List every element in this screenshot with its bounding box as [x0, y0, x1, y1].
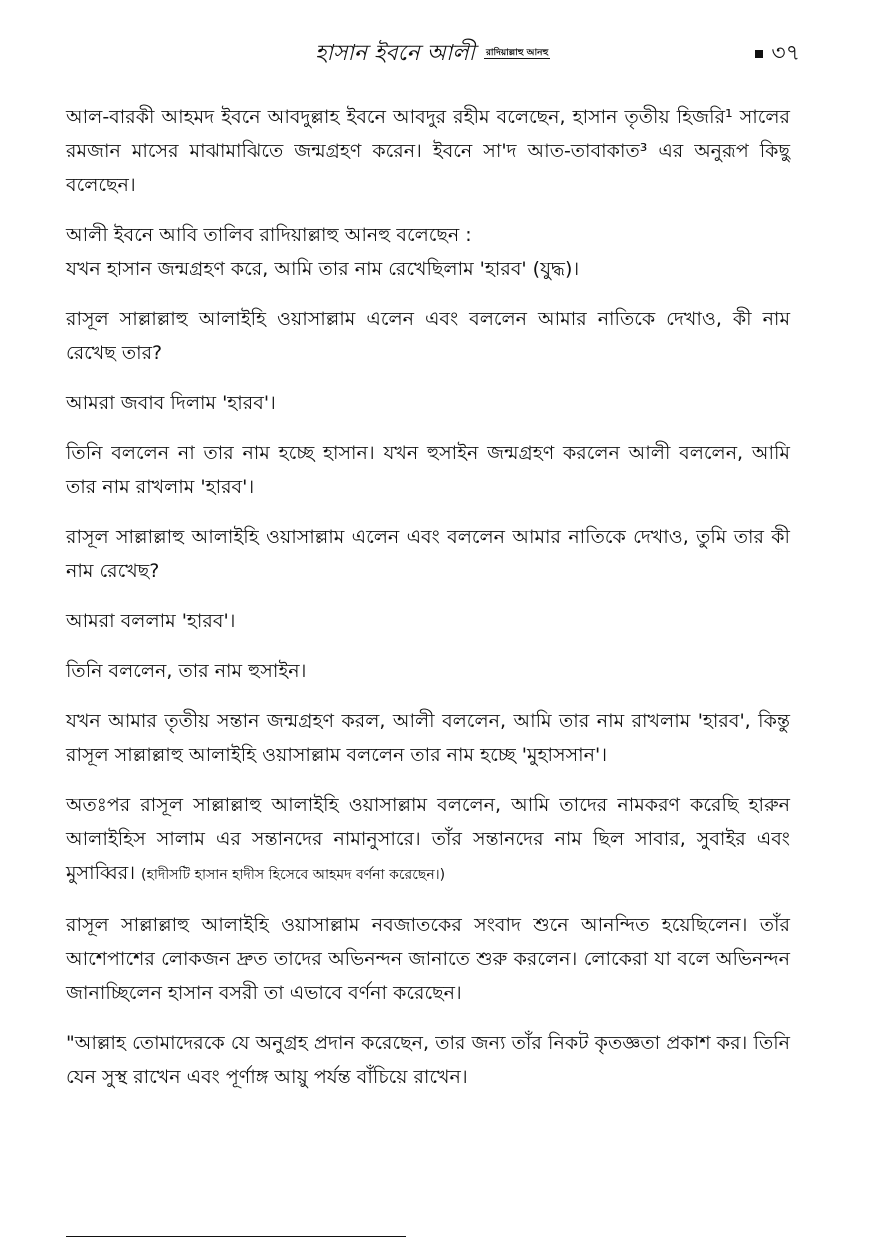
paragraph-naming-harun	[66, 788, 790, 892]
paragraph-named-husain: তিনি বললেন, তার নাম হুসাইন।	[66, 660, 307, 682]
footnote-divider	[66, 1236, 406, 1237]
running-title-text: হাসান ইবনে আলী	[315, 41, 475, 66]
page-body	[66, 100, 790, 1110]
paragraph-naming-harun-text: অতঃপর রাসূল সাল্লাল্লাহু আলাইহি ওয়াসাল্লাম বললেন, আমি তাদের নামকরণ করেছি হারুন আলাইহিস সালাম এর সন্তানদের নামানুসারে। তাঁর সন্তানদের নাম ছিল সাবার, সুবাইর এবং মুসাব্বির।	[66, 794, 790, 884]
page-header	[60, 38, 800, 78]
paragraph-quote: "আল্লাহ তোমাদেরকে যে অনুগ্রহ প্রদান করেছেন, তার জন্য তাঁর নিকট কৃতজ্ঞতা প্রকাশ কর। তিনি যেন সুস্থ রাখেন এবং পূর্ণাঙ্গ আয়ু পর্যন্ত বাঁচিয়ে রাখেন।	[66, 1032, 790, 1088]
hadith-source-note: (হাদীসটি হাসান হাদীস হিসেবে আহমদ বর্ণনা করেছেন।)	[141, 867, 446, 883]
honorific-calligraphy: রাদিয়াল্লাহু আনহু	[485, 48, 549, 58]
paragraph-named-harb: যখন হাসান জন্মগ্রহণ করে, আমি তার নাম রেখেছিলাম 'হারব' (যুদ্ধ)।	[66, 258, 580, 280]
paragraph-answer-1: আমরা জবাব দিলাম 'হারব'।	[66, 392, 276, 414]
paragraph-prophet-asked-1: রাসূল সাল্লাল্লাহু আলাইহি ওয়াসাল্লাম এলেন এবং বললেন আমার নাতিকে দেখাও, কী নাম রেখেছ তার?	[66, 308, 790, 364]
paragraph-ali-said: আলী ইবনে আবি তালিব রাদিয়াল্লাহু আনহু বলেছেন :	[66, 224, 472, 246]
paragraph-named-hasan: তিনি বললেন না তার নাম হচ্ছে হাসান। যখন হুসাইন জন্মগ্রহণ করলেন আলী বললেন, আমি তার নাম রাখলাম 'হারব'।	[66, 442, 790, 498]
paragraph-prophet-asked-2: রাসূল সাল্লাল্লাহু আলাইহি ওয়াসাল্লাম এলেন এবং বললেন আমার নাতিকে দেখাও, তুমি তার কী নাম রেখেছ?	[66, 526, 790, 582]
page-number-text: ৩৭	[771, 41, 800, 66]
paragraph-third-child: যখন আমার তৃতীয় সন্তান জন্মগ্রহণ করল, আলী বললেন, আমি তার নাম রাখলাম 'হারব', কিন্তু রাসূল সাল্লাল্লাহু আলাইহি ওয়াসাল্লাম বললেন তার নাম হচ্ছে 'মুহাসসান'।	[66, 710, 790, 766]
page-number	[755, 38, 800, 70]
paragraph-answer-2: আমরা বললাম 'হারব'।	[66, 610, 236, 632]
paragraph-birth-date: আল-বারকী আহমদ ইবনে আবদুল্লাহ ইবনে আবদুর রহীম বলেছেন, হাসান তৃতীয় হিজরি¹ সালের রমজান মাসের মাঝামাঝিতে জন্মগ্রহণ করেন। ইবনে সা'দ আত-তাবাকাত³ এর অনুরূপ কিছু বলেছেন।	[66, 106, 790, 196]
square-bullet-icon	[755, 50, 763, 58]
paragraph-congratulations: রাসূল সাল্লাল্লাহু আলাইহি ওয়াসাল্লাম নবজাতকের সংবাদ শুনে আনন্দিত হয়েছিলেন। তাঁর আশেপাশের লোকজন দ্রুত তাদের অভিনন্দন জানাতে শুরু করলেন। লোকেরা যা বলে অভিনন্দন জানাচ্ছিলেন হাসান বসরী তা এভাবে বর্ণনা করেছেন।	[66, 914, 790, 1004]
running-title	[315, 38, 552, 70]
